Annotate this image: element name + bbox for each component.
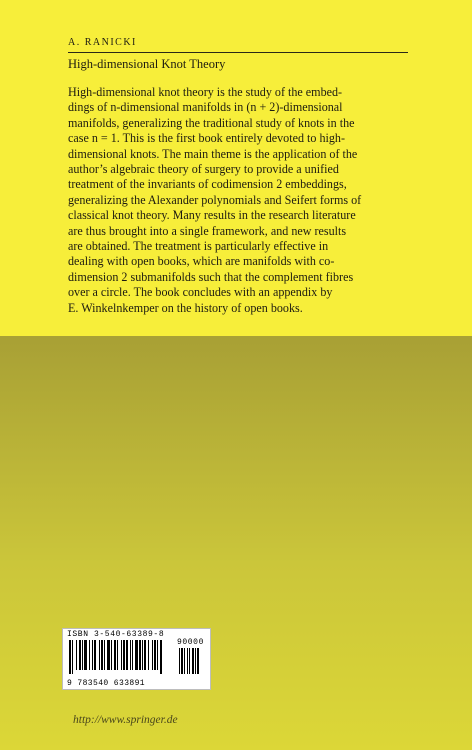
book-description — [68, 85, 413, 316]
barcode-addon-bar — [192, 648, 194, 674]
publisher-url: http://www.springer.de — [73, 714, 178, 726]
barcode-bar — [92, 640, 93, 670]
barcode-bar — [76, 640, 77, 670]
barcode-bar — [135, 640, 138, 670]
barcode-bar — [99, 640, 100, 670]
ean-digits: 9 783540 633891 — [67, 679, 146, 688]
description-line: are thus brought into a single framework, and new results — [68, 223, 347, 238]
barcode-addon-bar — [189, 648, 190, 674]
description-line: over a circle. The book concludes with an appendix by — [68, 285, 333, 300]
description-line: manifolds, generalizing the traditional study of knots in the — [68, 115, 355, 130]
barcode-icon — [65, 640, 208, 678]
barcode-bar — [139, 640, 141, 670]
description-line: classical knot theory. Many results in the research literature — [68, 208, 356, 223]
barcode-addon-bar — [179, 648, 180, 674]
barcode-bar — [114, 640, 116, 670]
barcode-bar — [104, 640, 105, 670]
barcode-addon-bar — [181, 648, 183, 674]
author-name: A. RANICKI — [68, 37, 137, 48]
description-line: dealing with open books, which are manifolds with co- — [68, 254, 335, 269]
barcode-bar — [157, 640, 158, 670]
barcode-bar — [123, 640, 125, 670]
barcode-bar — [94, 640, 96, 670]
barcode-bar — [121, 640, 122, 670]
barcode-bar — [84, 640, 87, 670]
description-line: generalizing the Alexander polynomials and Seifert forms of — [68, 192, 362, 207]
barcode-addon-number: 90000 — [176, 638, 204, 647]
cover-header — [68, 36, 448, 72]
barcode-addon-bar — [184, 648, 185, 674]
description-line: author’s algebraic theory of surgery to provide a unified — [68, 162, 339, 177]
barcode-bar — [101, 640, 103, 670]
barcode-bar — [142, 640, 143, 670]
barcode-bar — [144, 640, 146, 670]
description-line: dimension 2 submanifolds such that the complement fibres — [68, 269, 354, 284]
description-line: dings of n-dimensional manifolds in (n + 2)-dimensional — [68, 100, 343, 115]
barcode-bar — [152, 640, 153, 670]
description-line: case n = 1. This is the first book entirely devoted to high- — [68, 131, 345, 146]
barcode-bar — [130, 640, 131, 670]
barcode-bar — [148, 640, 149, 670]
barcode-addon-bar — [197, 648, 199, 674]
barcode-bar — [111, 640, 112, 670]
description-line: treatment of the invariants of codimension 2 embeddings, — [68, 177, 347, 192]
barcode-bar — [89, 640, 90, 670]
barcode-bar — [79, 640, 81, 670]
barcode-bar — [72, 640, 73, 674]
barcode-bar — [82, 640, 83, 670]
barcode-bar — [126, 640, 128, 670]
book-title: High-dimensional Knot Theory — [68, 57, 226, 71]
barcode-addon-bar — [187, 648, 188, 674]
barcode-addon-bar — [195, 648, 196, 674]
barcode-bar — [154, 640, 156, 670]
barcode-bar — [160, 640, 162, 674]
isbn-barcode-panel — [62, 628, 211, 690]
barcode-bar — [69, 640, 71, 674]
description-line: are obtained. The treatment is particularly effective in — [68, 239, 329, 254]
isbn-text: ISBN 3-540-63389-8 — [67, 630, 165, 639]
description-line: High-dimensional knot theory is the study of the embed- — [68, 85, 343, 99]
barcode-bar — [117, 640, 118, 670]
barcode-bar — [132, 640, 133, 670]
description-line: dimensional knots. The main theme is the application of the — [68, 146, 358, 161]
description-line: E. Winkelnkemper on the history of open books. — [68, 300, 303, 315]
barcode-bar — [107, 640, 110, 670]
header-rule — [68, 52, 408, 53]
